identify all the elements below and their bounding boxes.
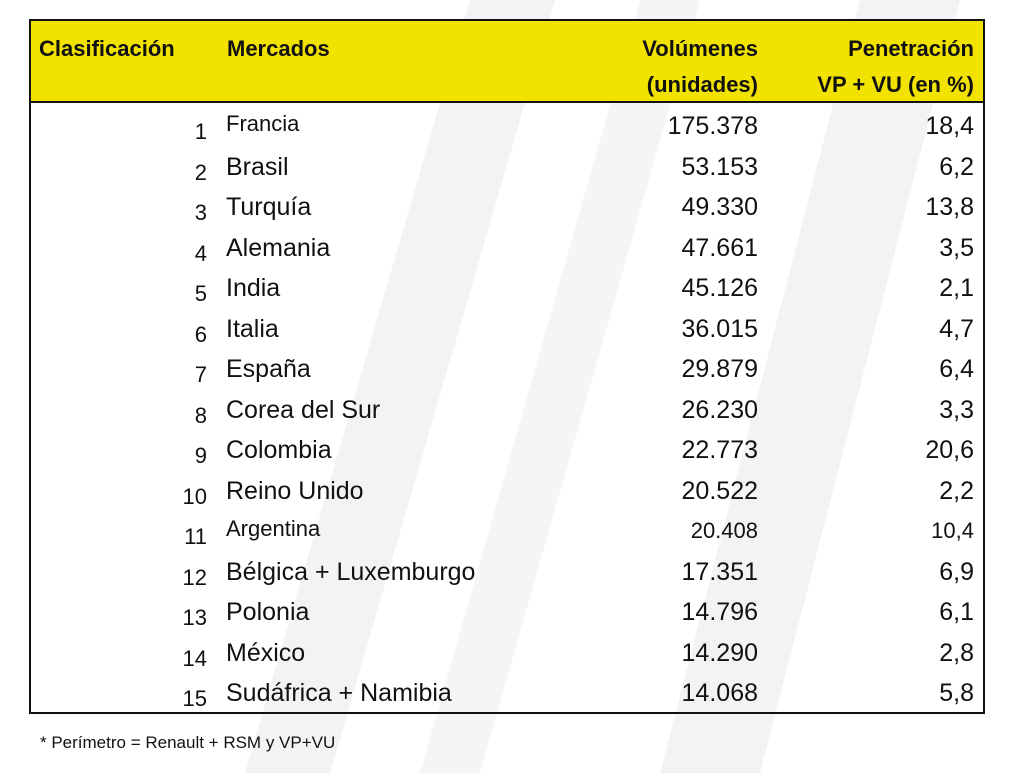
table-row [31,390,983,431]
penetration-cell: 6,9 [939,557,974,586]
header-penetration-line1: Penetración [848,36,974,61]
header-penetration-line2: VP + VU (en %) [817,72,974,97]
market-cell: India [226,274,281,302]
table-row [31,147,983,188]
volume-cell: 45.126 [681,274,758,302]
table-row [31,187,983,228]
rank-cell: 6 [194,321,207,347]
penetration-cell: 20,6 [925,436,974,464]
table-row [31,592,983,633]
market-cell: Argentina [226,516,321,541]
market-cell: Alemania [226,233,331,262]
volume-cell: 22.773 [681,436,758,464]
rank-cell: 1 [194,119,207,144]
table-row [31,309,983,350]
volume-cell: 53.153 [681,152,758,181]
rank-cell: 13 [182,605,207,630]
header-volume-line1: Volúmenes [642,36,758,61]
markets-table [29,19,985,714]
market-cell: México [226,638,306,667]
market-cell: Francia [226,111,300,136]
table-row [31,511,983,552]
penetration-cell: 13,8 [925,193,974,221]
volume-cell: 49.330 [681,193,758,221]
volume-cell: 47.661 [681,233,758,262]
penetration-cell: 3,3 [939,395,974,424]
header-volume [642,31,758,103]
market-cell: España [226,355,311,383]
penetration-cell: 6,2 [939,152,974,181]
table-row [31,430,983,471]
market-cell: Reino Unido [226,476,364,505]
table-row [31,228,983,269]
volume-cell: 14.796 [681,598,758,626]
market-cell: Bélgica + Luxemburgo [226,557,476,586]
volume-cell: 29.879 [681,355,758,383]
rank-cell: 14 [182,645,207,671]
rank-cell: 12 [182,564,207,590]
table-row [31,471,983,512]
volume-cell: 175.378 [667,112,758,140]
penetration-cell: 2,8 [939,638,974,667]
penetration-cell: 2,2 [939,476,974,505]
rank-cell: 4 [194,240,207,266]
market-cell: Polonia [226,598,310,626]
rank-cell: 15 [182,686,207,711]
header-volume-line2: (unidades) [646,72,758,97]
table-row [31,552,983,593]
header-penetration [817,31,974,103]
penetration-cell: 18,4 [925,112,974,140]
penetration-cell: 6,1 [939,598,974,626]
penetration-cell: 10,4 [931,518,974,543]
volume-cell: 36.015 [681,314,758,343]
volume-cell: 20.522 [681,476,758,505]
penetration-cell: 6,4 [939,355,974,383]
table-row [31,633,983,674]
rank-cell: 9 [194,443,207,468]
table-header [31,21,983,103]
market-cell: Corea del Sur [226,395,381,424]
header-market: Mercados [227,36,330,61]
rank-cell: 3 [194,200,207,225]
table-row [31,349,983,390]
rank-cell: 8 [194,402,207,428]
table-row [31,106,983,147]
market-cell: Sudáfrica + Namibia [226,679,452,707]
table-body [31,106,983,714]
penetration-cell: 5,8 [939,679,974,707]
rank-cell: 7 [194,362,207,387]
volume-cell: 20.408 [690,518,758,543]
table-row [31,268,983,309]
penetration-cell: 3,5 [939,233,974,262]
volume-cell: 14.068 [681,679,758,707]
market-cell: Italia [226,314,279,343]
penetration-cell: 4,7 [939,314,974,343]
penetration-cell: 2,1 [939,274,974,302]
rank-cell: 11 [184,524,207,549]
rank-cell: 10 [182,483,207,509]
market-cell: Brasil [226,152,289,181]
volume-cell: 14.290 [681,638,758,667]
header-rank: Clasificación [39,36,175,61]
rank-cell: 2 [194,159,207,185]
volume-cell: 17.351 [681,557,758,586]
market-cell: Turquía [226,193,312,221]
volume-cell: 26.230 [681,395,758,424]
footnote: * Perímetro = Renault + RSM y VP+VU [40,733,336,752]
market-cell: Colombia [226,436,332,464]
table-row [31,673,983,714]
rank-cell: 5 [194,281,207,306]
